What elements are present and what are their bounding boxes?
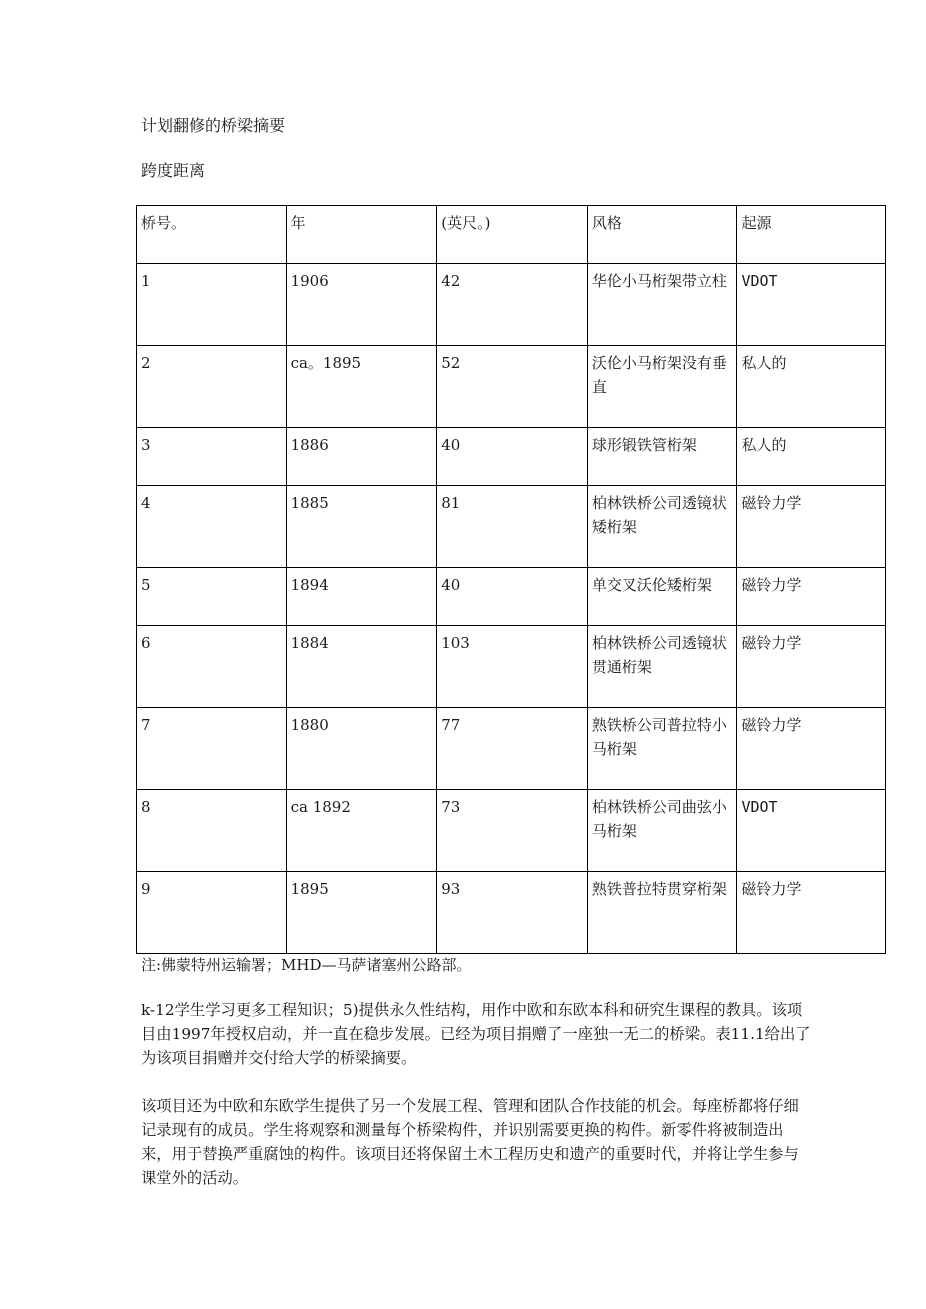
table-row [137,568,886,626]
table-row [137,486,886,568]
cell-origin: 私人的 [737,428,886,486]
cell-style: 单交叉沃伦矮桁架 [587,568,737,626]
cell-origin: 磁铃力学 [737,872,886,954]
cell-length: 73 [437,790,588,872]
table-row [137,790,886,872]
cell-style: 沃伦小马桁架没有垂直 [587,346,737,428]
table-row [137,264,886,346]
cell-style: 柏林铁桥公司透镜状矮桁架 [587,486,737,568]
cell-bridge-no: 8 [137,790,287,872]
cell-length: 40 [437,568,588,626]
cell-length: 77 [437,708,588,790]
cell-origin: VDOT [737,790,886,872]
cell-style: 熟铁普拉特贯穿桁架 [587,872,737,954]
body-paragraph: k-12学生学习更多工程知识；5)提供永久性结构，用作中欧和东欧本科和研究生课程的教具。该项目由1997年授权启动，并一直在稳步发展。已经为项目捐赠了一座独一无二的桥梁。表11.1给出了为该项目捐赠并交付给大学的桥梁摘要。 [141,1001,811,1067]
cell-year: ca。1895 [286,346,437,428]
cell-bridge-no: 4 [137,486,287,568]
table-row [137,626,886,708]
table-subheading: 跨度距离 [141,161,206,180]
cell-year: 1885 [286,486,437,568]
table-row [137,872,886,954]
cell-year: ca 1892 [286,790,437,872]
table-row [137,708,886,790]
cell-origin: 磁铃力学 [737,486,886,568]
cell-bridge-no: 6 [137,626,287,708]
cell-origin: 磁铃力学 [737,708,886,790]
cell-style: 球形锻铁管桁架 [587,428,737,486]
header-length: (英尺。) [437,206,588,264]
bridge-summary-table [136,205,886,954]
page-title: 计划翻修的桥梁摘要 [141,116,286,135]
cell-bridge-no: 5 [137,568,287,626]
cell-length: 81 [437,486,588,568]
cell-length: 103 [437,626,588,708]
cell-style: 华伦小马桁架带立柱 [587,264,737,346]
cell-year: 1886 [286,428,437,486]
cell-bridge-no: 9 [137,872,287,954]
cell-length: 52 [437,346,588,428]
cell-year: 1880 [286,708,437,790]
cell-year: 1895 [286,872,437,954]
cell-bridge-no: 1 [137,264,287,346]
cell-year: 1906 [286,264,437,346]
table-row [137,346,886,428]
cell-year: 1894 [286,568,437,626]
body-paragraph: 该项目还为中欧和东欧学生提供了另一个发展工程、管理和团队合作技能的机会。每座桥都将仔细记录现有的成员。学生将观察和测量每个桥梁构件，并识别需要更换的构件。新零件将被制造出来，用于替换严重腐蚀的构件。该项目还将保留土木工程历史和遗产的重要时代，并将让学生参与课堂外的活动。 [141,1097,799,1187]
cell-origin: 私人的 [737,346,886,428]
header-origin: 起源 [737,206,886,264]
cell-bridge-no: 7 [137,708,287,790]
cell-origin: 磁铃力学 [737,626,886,708]
cell-bridge-no: 2 [137,346,287,428]
cell-style: 熟铁桥公司普拉特小马桁架 [587,708,737,790]
cell-year: 1884 [286,626,437,708]
header-style: 风格 [587,206,737,264]
table-footnote: 注:佛蒙特州运输署；MHD—马萨诸塞州公路部。 [141,956,472,974]
cell-length: 42 [437,264,588,346]
cell-origin: 磁铃力学 [737,568,886,626]
cell-length: 93 [437,872,588,954]
cell-length: 40 [437,428,588,486]
cell-bridge-no: 3 [137,428,287,486]
table-row [137,428,886,486]
header-year: 年 [286,206,437,264]
table-header-row [137,206,886,264]
header-bridge-no: 桥号。 [137,206,287,264]
cell-origin: VDOT [737,264,886,346]
cell-style: 柏林铁桥公司透镜状贯通桁架 [587,626,737,708]
cell-style: 柏林铁桥公司曲弦小马桁架 [587,790,737,872]
